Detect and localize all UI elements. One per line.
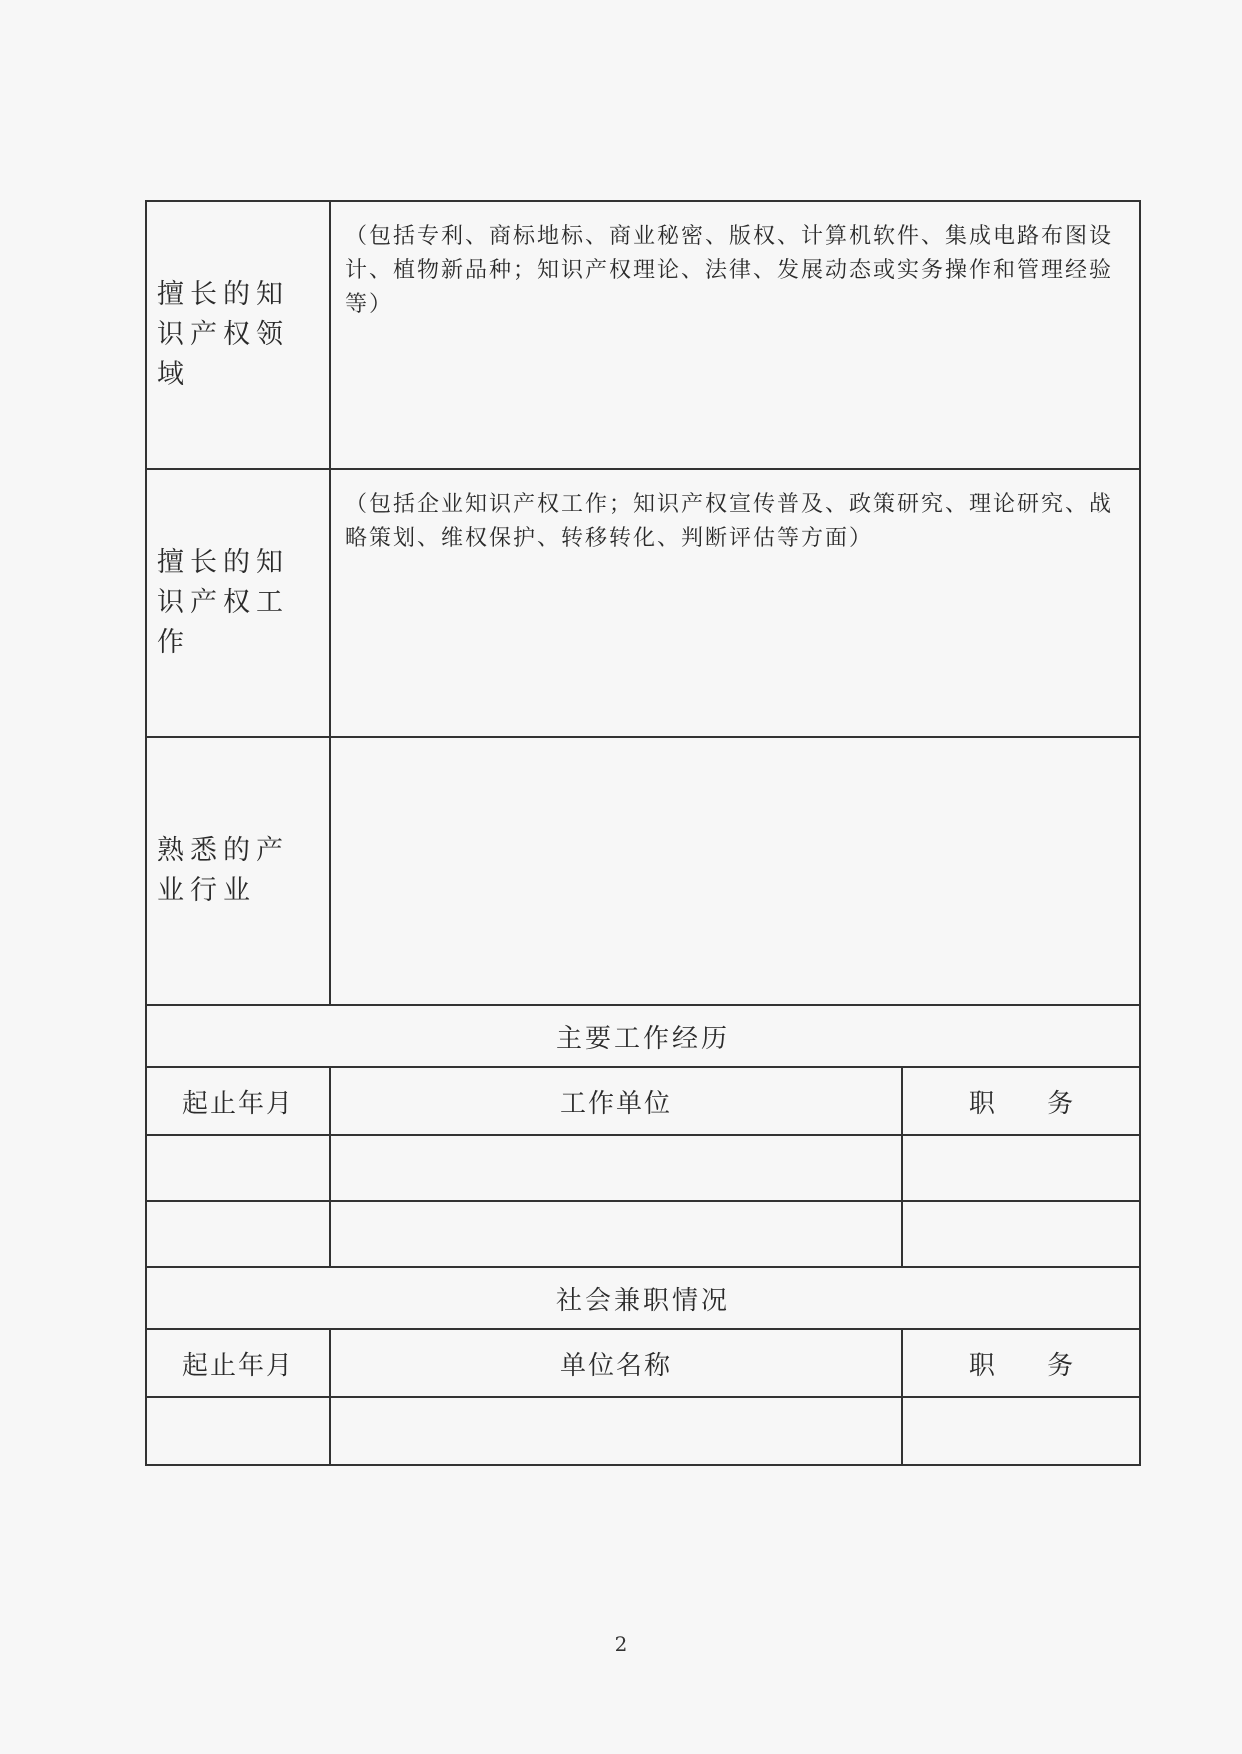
column-header-position — [903, 1330, 1139, 1396]
field-label-ip-work: 擅长的知识产权工作 — [147, 470, 331, 736]
section-header-work-history — [147, 1006, 1139, 1068]
field-label-industry: 熟悉的产业行业 — [147, 738, 331, 1004]
social-org-input[interactable] — [331, 1398, 903, 1464]
column-header-date: 起止年月 — [147, 1330, 331, 1396]
work-history-position-input[interactable] — [903, 1136, 1139, 1200]
position-label: 职 务 — [968, 1350, 1096, 1381]
field-row-industry — [147, 738, 1139, 1006]
social-position-input[interactable] — [903, 1398, 1139, 1464]
section-header-social-positions — [147, 1268, 1139, 1330]
table-row — [147, 1398, 1139, 1464]
social-positions-header-row — [147, 1330, 1139, 1398]
table-row — [147, 1136, 1139, 1202]
position-label: 职 务 — [968, 1088, 1096, 1119]
social-date-input[interactable] — [147, 1398, 331, 1464]
table-row — [147, 1202, 1139, 1268]
work-history-position-input[interactable] — [903, 1202, 1139, 1266]
section-title-social-positions: 社会兼职情况 — [555, 1285, 730, 1316]
work-history-date-input[interactable] — [147, 1202, 331, 1266]
field-input-ip-domain[interactable]: （包括专利、商标地标、商业秘密、版权、计算机软件、集成电路布图设计、植物新品种；知识产权理论、法律、发展动态或实务操作和管理经验等） — [345, 224, 1114, 317]
field-label-ip-domain: 擅长的知识产权领域 — [147, 202, 331, 468]
field-row-ip-work — [147, 470, 1139, 738]
column-header-date: 起止年月 — [147, 1068, 331, 1134]
work-history-unit-input[interactable] — [331, 1202, 903, 1266]
column-header-position — [903, 1068, 1139, 1134]
field-row-ip-domain — [147, 202, 1139, 470]
expert-info-form-table — [145, 200, 1141, 1466]
section-title-work-history: 主要工作经历 — [555, 1023, 730, 1054]
work-history-unit-input[interactable] — [331, 1136, 903, 1200]
work-history-date-input[interactable] — [147, 1136, 331, 1200]
field-input-industry[interactable] — [331, 738, 1139, 1004]
field-input-ip-work[interactable]: （包括企业知识产权工作；知识产权宣传普及、政策研究、理论研究、战略策划、维权保护、转移转化、判断评估等方面） — [345, 492, 1114, 551]
column-header-org-name: 单位名称 — [331, 1330, 903, 1396]
column-header-work-unit: 工作单位 — [331, 1068, 903, 1134]
page-number: 2 — [614, 1632, 628, 1656]
work-history-header-row — [147, 1068, 1139, 1136]
